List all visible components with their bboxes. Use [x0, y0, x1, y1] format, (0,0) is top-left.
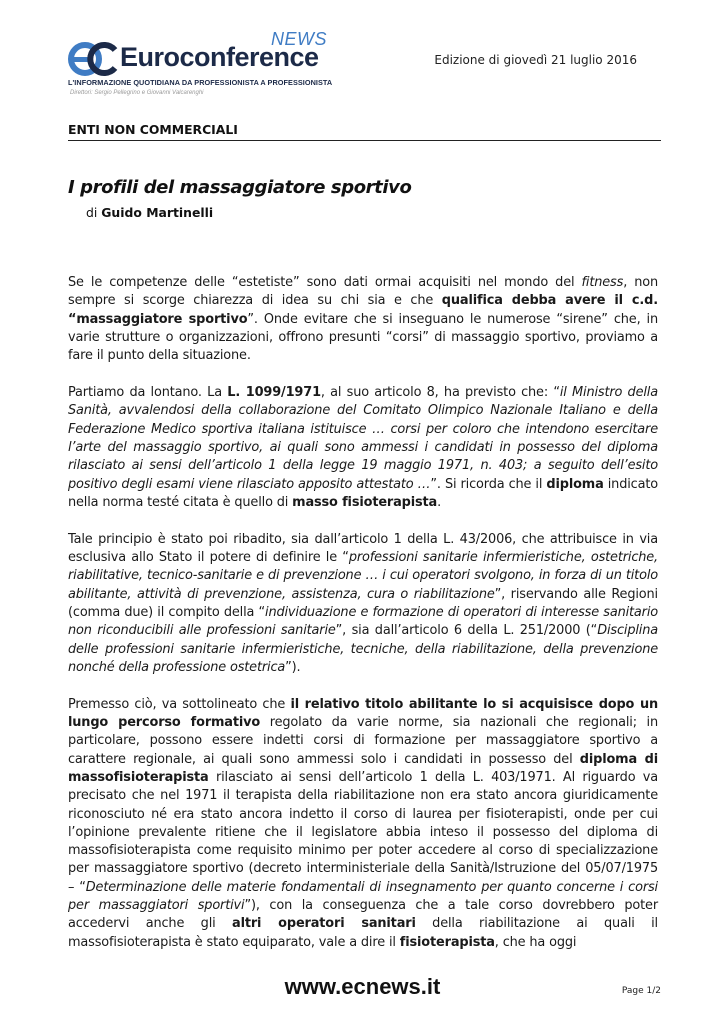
page-number: Page 1/2: [621, 986, 661, 996]
bold-text: L. 1099/1971: [227, 385, 321, 401]
text-run: ”. Si ricorda che il: [430, 476, 547, 492]
byline-author: Guido Martinelli: [101, 205, 214, 220]
logo-news-label: NEWS: [271, 29, 327, 49]
text-run: .: [437, 494, 442, 510]
bold-text: fisioterapista: [399, 934, 495, 950]
article-paragraph: [68, 696, 658, 952]
edition-date: Edizione di giovedì 21 luglio 2016: [434, 53, 637, 67]
bold-text: qualifica debba avere il c.d. “massaggiatore sportivo: [68, 293, 658, 327]
text-run: Premesso ciò, va sottolineato che: [68, 696, 291, 712]
article-body: [68, 274, 658, 970]
italic-text: Determinazione delle materie fondamentali di insegnamento per quanto concerne i corsi per massaggiatori sportivi: [68, 879, 658, 913]
logo-directors: Direttori: Sergio Pellegrino e Giovanni Valcarenghi: [70, 90, 204, 96]
italic-text: individuazione e formazione di operatori di interesse sanitario non riconducibili alle professioni sanitarie: [68, 604, 658, 639]
text-run: Tale principio è stato poi ribadito, sia dall’articolo 1 della L. 43/2006, che attribuisce in via esclusiva allo Stato il potere di definire le “: [68, 531, 658, 566]
text-run: ”, riservando alle Regioni (comma due) il compito della “: [68, 586, 658, 620]
article-paragraph: [68, 384, 658, 512]
text-run: , al suo articolo 8, ha previsto che: “: [320, 385, 560, 401]
masthead-logo: [68, 28, 338, 98]
text-run: , non sempre si scorge chiarezza di idea su chi sia e che: [68, 275, 658, 309]
bold-text: diploma: [546, 476, 604, 492]
text-run: Se le competenze delle “estetiste” sono dati ormai acquisiti nel mondo del: [68, 275, 582, 290]
article-byline: [86, 205, 213, 220]
text-run: indicato nella norma testé citata è quello di: [68, 476, 658, 510]
text-run: rilasciato ai sensi dell’articolo 1 della L. 403/1971. Al riguardo va precisato che nel 1971 il terapista della riabilitazione non era stato ancora giuridicamente riconosciuto né era stato ancora indetto il corso di laurea per fisioterapisti, onde per cui l’opinione prevalente ritiene che il legislatore abbia inteso il possesso del diploma di massofisioterapista come requisito minimo per poter accedere al corso di specializzazione per massaggiatore sportivo (decreto interministeriale della Sanità/Istruzione del 05/07/1975 – “: [68, 769, 658, 895]
bold-text: il relativo titolo abilitante lo si acquisisce dopo un lungo percorso formativo: [68, 696, 658, 731]
logo-wordmark: Euroconference: [120, 42, 319, 72]
text-run: della riabilitazione ai quali il massofisioterapista è stato equiparato, vale a dire il: [68, 916, 658, 950]
text-run: ”, sia dall’articolo 6 della L. 251/2000 (“: [335, 623, 598, 639]
ec-logo-icon: [68, 41, 118, 77]
text-run: ”).: [285, 659, 301, 675]
text-run: ”. Onde evitare che si inseguano le numerose “sirene” che, in varie strutture o organizzazioni, offrono presunti “corsi” di massaggio sportivo, proviamo a fare il punto della situazione.: [68, 311, 658, 364]
bold-text: altri operatori sanitari: [232, 916, 416, 932]
italic-text: professioni sanitarie infermieristiche, ostetriche, riabilitative, tecnico-sanitarie e di prevenzione … i cui operatori svolgono, in forza di un titolo abilitante, attività di prevenzione, assistenza, cura o riabilitazione: [68, 550, 658, 602]
article-paragraph: [68, 274, 658, 365]
logo-tagline: L'INFORMAZIONE QUOTIDIANA DA PROFESSIONISTA A PROFESSIONISTA: [68, 78, 333, 87]
italic-text: fitness: [581, 275, 624, 290]
text-run: ”), con la conseguenza che a tale corso dovrebbero poter accedervi anche gli: [68, 897, 658, 932]
byline-prefix: di: [86, 205, 98, 220]
article-paragraph: [68, 531, 658, 677]
text-run: , che ha oggi: [494, 934, 577, 950]
article-title: I profili del massaggiatore sportivo: [68, 177, 412, 198]
text-run: regolato da varie norme, sia nazionali che regionali; in particolare, possono essere indetti corsi di formazione per massaggiatore sportivo a carattere regionale, ai quali sono ammessi solo i candidati in possesso del: [68, 715, 659, 767]
text-run: Partiamo da lontano. La: [68, 385, 228, 401]
footer-website-link[interactable]: www.ecnews.it: [284, 974, 441, 999]
section-heading: ENTI NON COMMERCIALI: [68, 122, 661, 141]
bold-text: masso fisioterapista: [292, 494, 438, 510]
bold-text: diploma di massofisioterapista: [68, 751, 658, 785]
italic-text: il Ministro della Sanità, avvalendosi della collaborazione del Comitato Olimpico Nazionale Italiano e della Federazione Medico sportiva italiana istituisce … corsi per coloro che intendono esercitare l’arte del massaggio sportivo, ai quali sono ammessi i candidati in possesso del diploma rilasciato ai sensi dell’articolo 1 della legge 19 maggio 1971, n. 403; a seguito dell’esito positivo degli esami viene rilasciato apposito attestato …: [68, 385, 658, 492]
italic-text: Disciplina delle professioni sanitarie infermieristiche, tecniche, della riabilitazione, della prevenzione nonché della professione ostetrica: [68, 623, 658, 675]
